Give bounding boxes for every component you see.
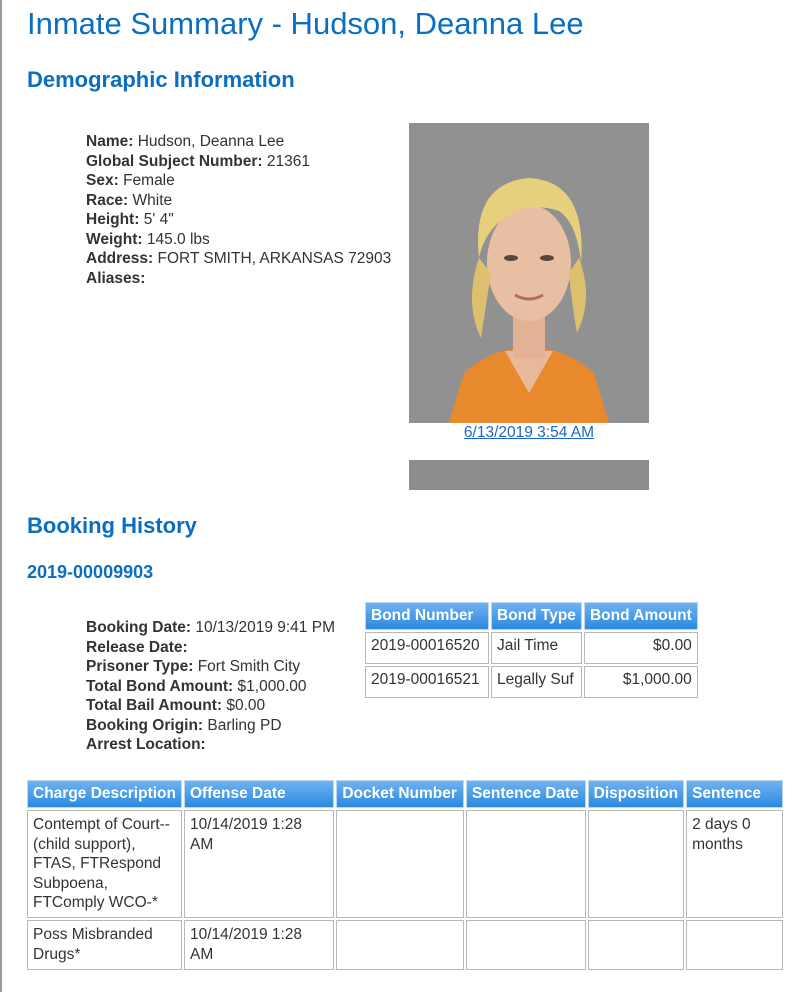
- field-sex: Sex: Female: [86, 172, 175, 189]
- field-release-date: Release Date:: [86, 638, 188, 656]
- table-row: [365, 632, 698, 664]
- sentence-date-cell: [466, 810, 586, 918]
- field-booking-date: Booking Date: 10/13/2019 9:41 PM: [86, 619, 335, 636]
- col-bond-number[interactable]: Bond Number: [365, 602, 489, 630]
- bond-type-cell: Legally Suf: [491, 666, 582, 698]
- col-docket-number[interactable]: Docket Number: [336, 780, 464, 808]
- sentence-date-cell: [466, 920, 586, 970]
- page-left-border: [0, 0, 2, 992]
- disposition-cell: [588, 920, 684, 970]
- booking-fields: [86, 618, 335, 755]
- field-global-subject-number: Global Subject Number: 21361: [86, 152, 310, 170]
- disposition-cell: [588, 810, 684, 918]
- photo-date-link[interactable]: 6/13/2019 3:54 AM: [463, 424, 595, 441]
- second-photo-thumbnail[interactable]: [409, 460, 649, 490]
- charges-table-viewport: [25, 778, 761, 972]
- col-charge-description[interactable]: Charge Description: [27, 780, 182, 808]
- bond-number-cell: 2019-00016520: [365, 632, 489, 664]
- bond-table: [363, 600, 700, 700]
- sentence-cell: [686, 920, 783, 970]
- bond-number-cell: 2019-00016521: [365, 666, 489, 698]
- col-bond-type[interactable]: Bond Type: [491, 602, 582, 630]
- field-weight: Weight: 145.0 lbs: [86, 230, 210, 248]
- docket-number-cell: [336, 920, 464, 970]
- table-row: [27, 920, 783, 970]
- field-arrest-location: Arrest Location:: [86, 736, 206, 753]
- col-disposition[interactable]: Disposition: [588, 780, 684, 808]
- charge-description-cell: Contempt of Court--(child support), FTAS, FTRespond Subpoena, FTComply WCO-*: [27, 810, 182, 918]
- inmate-photo[interactable]: [409, 123, 649, 423]
- docket-number-cell: [336, 810, 464, 918]
- col-sentence[interactable]: Sentence: [686, 780, 783, 808]
- field-race: Race: White: [86, 191, 173, 209]
- field-height: Height: 5' 4": [86, 211, 174, 228]
- offense-date-cell: 10/14/2019 1:28 AM: [184, 810, 334, 918]
- field-aliases: Aliases:: [86, 269, 146, 287]
- page-title: Inmate Summary - Hudson, Deanna Lee: [27, 6, 584, 41]
- demographic-fields: [86, 132, 391, 288]
- bond-type-cell: Jail Time: [491, 632, 582, 664]
- offense-date-cell: 10/14/2019 1:28 AM: [184, 920, 334, 970]
- sentence-cell: 2 days 0 months: [686, 810, 783, 918]
- field-address: Address: FORT SMITH, ARKANSAS 72903: [86, 250, 392, 267]
- charge-description-cell: Poss Misbranded Drugs*: [27, 920, 182, 970]
- field-name: Name: Hudson, Deanna Lee: [86, 133, 285, 150]
- table-row: [27, 810, 783, 918]
- booking-history-heading: Booking History: [27, 513, 197, 538]
- col-bond-amount[interactable]: Bond Amount: [584, 602, 698, 630]
- field-prisoner-type: Prisoner Type: Fort Smith City: [86, 658, 301, 675]
- bond-amount-cell: $0.00: [584, 632, 698, 664]
- bond-table-header: [365, 602, 698, 630]
- charges-table-header: [27, 780, 783, 808]
- field-total-bond-amount: Total Bond Amount: $1,000.00: [86, 677, 307, 695]
- booking-number: 2019-00009903: [27, 562, 154, 582]
- demographic-heading: Demographic Information: [27, 67, 295, 92]
- col-offense-date[interactable]: Offense Date: [184, 780, 334, 808]
- col-sentence-date[interactable]: Sentence Date: [466, 780, 586, 808]
- field-booking-origin: Booking Origin: Barling PD: [86, 716, 282, 734]
- portrait-image: [409, 123, 649, 423]
- field-total-bail-amount: Total Bail Amount: $0.00: [86, 697, 266, 714]
- charges-table: [25, 778, 785, 972]
- bond-amount-cell: $1,000.00: [584, 666, 698, 698]
- table-row: [365, 666, 698, 698]
